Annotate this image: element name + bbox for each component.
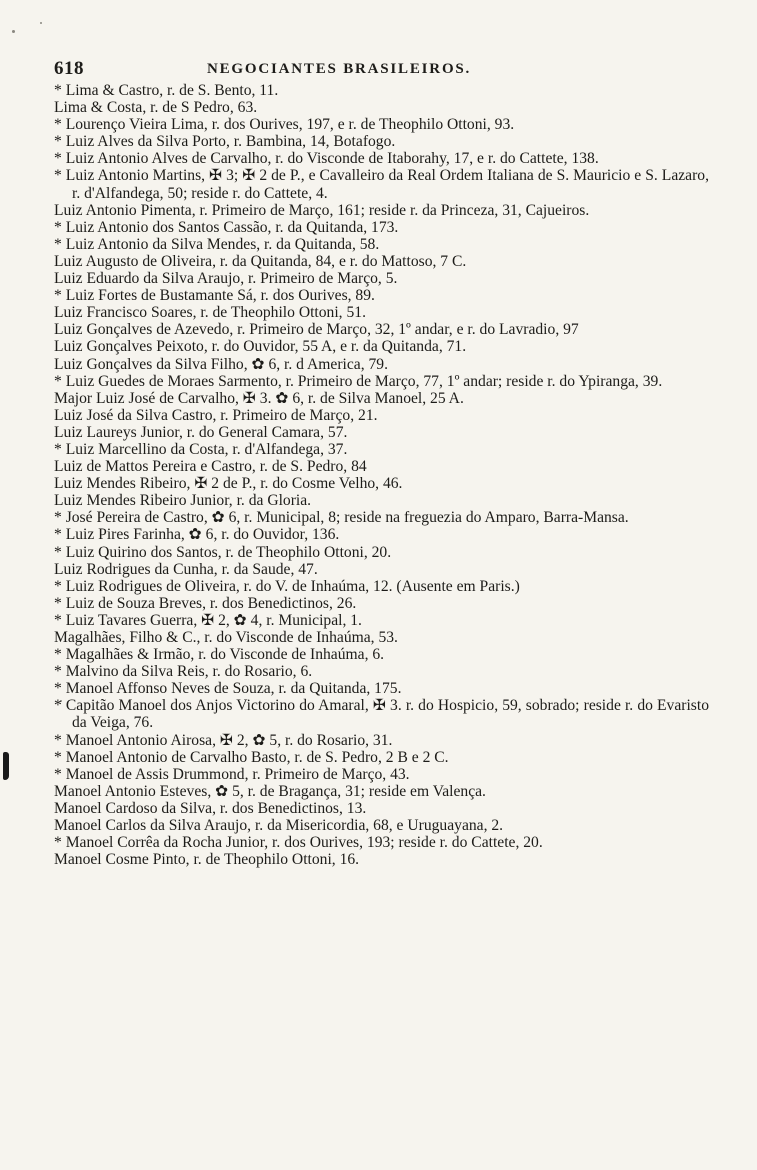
directory-entry: * Luiz Antonio dos Santos Cassão, r. da Quitanda, 173. [54,218,399,236]
directory-entry: Luiz de Mattos Pereira e Castro, r. de S. Pedro, 84 [54,458,367,476]
directory-entry: Manoel Carlos da Silva Araujo, r. da Misericordia, 68, e Uruguayana, 2. [54,817,504,835]
directory-entry: Luiz Antonio Pimenta, r. Primeiro de Março, 161; reside r. da Princeza, 31, Cajueiros. [54,201,590,219]
directory-entry: Luiz Mendes Ribeiro, ✠ 2 de P., r. do Cosme Velho, 46. [54,475,403,493]
directory-entry: * Luiz Antonio Alves de Carvalho, r. do Visconde de Itaborahy, 17, e r. do Cattete, 138. [54,150,599,168]
directory-entry: * Luiz Pires Farinha, ✿ 6, r. do Ouvidor, 136. [54,526,340,544]
directory-entry: * Capitão Manoel dos Anjos Victorino do Amaral, ✠ 3. r. do Hospicio, 59, sobrado; reside r. do Evaristo da Veiga, 76. [54,697,709,732]
document-page [54,58,709,868]
paper-speck [12,30,15,33]
page-number: 618 [54,58,84,79]
directory-entry: Luiz Laureys Junior, r. do General Camara, 57. [54,423,348,441]
directory-entry: * Lourenço Vieira Lima, r. dos Ourives, 197, e r. de Theophilo Ottoni, 93. [54,116,515,134]
directory-entry: Manoel Antonio Esteves, ✿ 5, r. de Bragança, 31; reside em Valença. [54,782,486,800]
directory-entry: Luiz Francisco Soares, r. de Theophilo Ottoni, 51. [54,304,366,322]
directory-entry: Luiz Gonçalves da Silva Filho, ✿ 6, r. d America, 79. [54,355,388,373]
directory-entry: Luiz Eduardo da Silva Araujo, r. Primeiro de Março, 5. [54,270,398,288]
directory-entry: Major Luiz José de Carvalho, ✠ 3. ✿ 6, r. de Silva Manoel, 25 A. [54,389,464,407]
directory-entry: * Luiz Guedes de Moraes Sarmento, r. Primeiro de Março, 77, 1º andar; reside r. do Ypiranga, 39. [54,372,663,390]
directory-entry: * Luiz Quirino dos Santos, r. de Theophilo Ottoni, 20. [54,543,392,561]
directory-entry: Luiz Rodrigues da Cunha, r. da Saude, 47. [54,560,318,578]
directory-entry: Luiz Augusto de Oliveira, r. da Quitanda, 84, e r. do Mattoso, 7 C. [54,252,467,270]
directory-entry: * Luiz Antonio da Silva Mendes, r. da Quitanda, 58. [54,235,380,253]
directory-entry: * Luiz Marcellino da Costa, r. d'Alfandega, 37. [54,440,348,458]
directory-entry: Magalhães, Filho & C., r. do Visconde de Inhaúma, 53. [54,629,398,646]
page-header [54,58,709,80]
directory-entry: * José Pereira de Castro, ✿ 6, r. Municipal, 8; reside na freguezia do Amparo, Barra-Mansa. [54,509,629,527]
directory-entry: Manoel Cardoso da Silva, r. dos Benedictinos, 13. [54,799,367,817]
directory-entry: Luiz Gonçalves de Azevedo, r. Primeiro de Março, 32, 1º andar, e r. do Lavradio, 97 [54,321,579,339]
directory-entry: Manoel Cosme Pinto, r. de Theophilo Ottoni, 16. [54,851,360,869]
directory-entry: * Luiz Rodrigues de Oliveira, r. do V. de Inhaúma, 12. (Ausente em Paris.) [54,577,520,595]
paper-speck [40,22,42,24]
directory-entry: * Magalhães & Irmão, r. do Visconde de Inhaúma, 6. [54,646,385,664]
directory-entry: * Luiz de Souza Breves, r. dos Benedictinos, 26. [54,594,357,612]
directory-entry: * Manoel Affonso Neves de Souza, r. da Quitanda, 175. [54,680,402,698]
directory-entry: Luiz José da Silva Castro, r. Primeiro de Março, 21. [54,406,378,424]
directory-entry: * Luiz Tavares Guerra, ✠ 2, ✿ 4, r. Municipal, 1. [54,611,362,629]
directory-entry: Luiz Gonçalves Peixoto, r. do Ouvidor, 55 A, e r. da Quitanda, 71. [54,338,467,356]
directory-entry: * Malvino da Silva Reis, r. do Rosario, 6. [54,663,313,681]
page-title: NEGOCIANTES BRASILEIROS. [207,61,472,77]
directory-entry: * Manoel de Assis Drummond, r. Primeiro de Março, 43. [54,765,410,783]
directory-list [54,82,709,868]
directory-entry: Luiz Mendes Ribeiro Junior, r. da Gloria. [54,492,312,510]
directory-entry: * Manoel Antonio Airosa, ✠ 2, ✿ 5, r. do Rosario, 31. [54,731,393,749]
directory-entry: * Manoel Corrêa da Rocha Junior, r. dos Ourives, 193; reside r. do Cattete, 20. [54,834,543,852]
directory-entry: Lima & Costa, r. de S Pedro, 63. [54,99,258,117]
directory-entry: * Luiz Alves da Silva Porto, r. Bambina, 14, Botafogo. [54,133,396,151]
margin-ink-mark [3,752,9,780]
directory-entry: * Luiz Fortes de Bustamante Sá, r. dos Ourives, 89. [54,287,375,305]
directory-entry: * Lima & Castro, r. de S. Bento, 11. [54,82,279,99]
directory-entry: * Luiz Antonio Martins, ✠ 3; ✠ 2 de P., e Cavalleiro da Real Ordem Italiana de S. Mauricio e S. Lazaro, r. d'Alfandega, 50; reside r. do Cattete, 4. [54,167,709,202]
directory-entry: * Manoel Antonio de Carvalho Basto, r. de S. Pedro, 2 B e 2 C. [54,748,449,766]
